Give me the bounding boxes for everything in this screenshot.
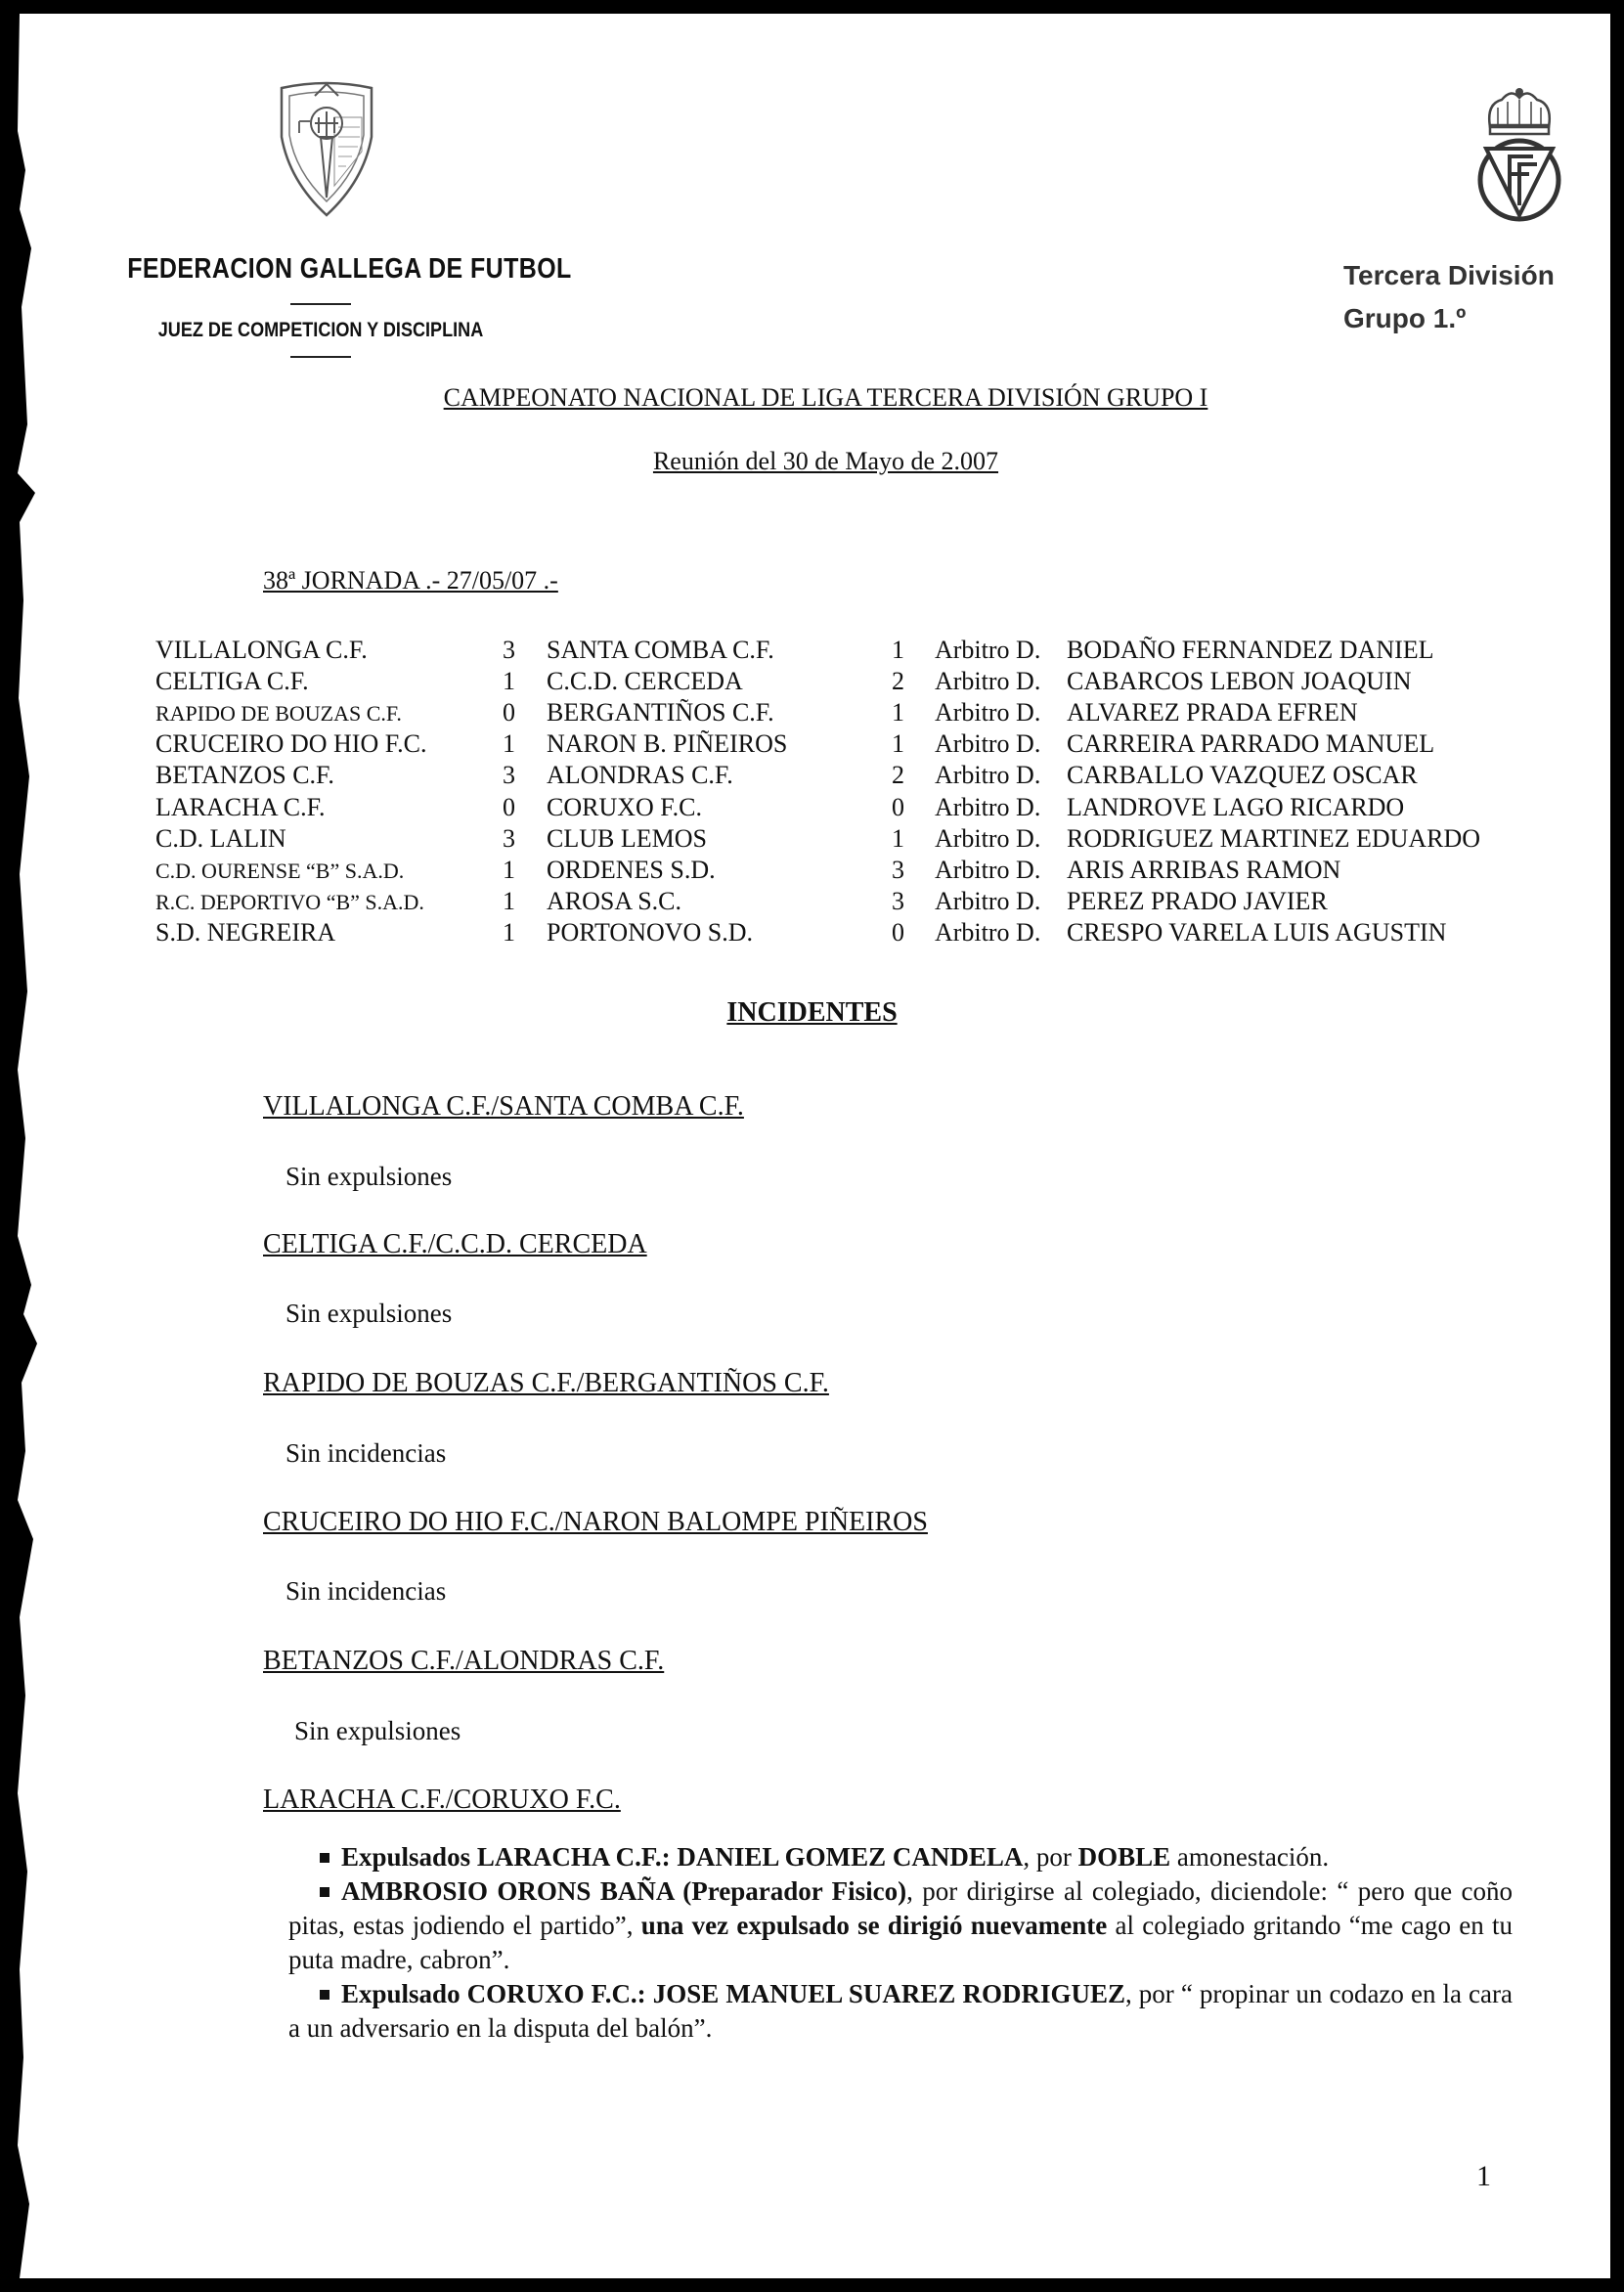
referee-label: Arbitro D. xyxy=(935,887,1041,915)
header-rule xyxy=(290,356,351,358)
home-team: R.C. DEPORTIVO “B” S.A.D. xyxy=(155,890,424,914)
incident-match-heading: RAPIDO DE BOUZAS C.F./BERGANTIÑOS C.F. xyxy=(263,1368,829,1398)
home-score: 3 xyxy=(503,636,515,664)
expulsion-item: AMBROSIO ORONS BAÑA (Preparador Fisico), por dirigirse al colegiado, diciendole: “ pero que coño pitas, estas jodiendo el partido”, una vez expulsado se dirigió nuevamente al colegiado gritando “me cago en tu puta madre, cabron”. xyxy=(288,1876,1513,1974)
home-score: 3 xyxy=(503,761,515,789)
away-score: 1 xyxy=(892,698,904,727)
incident-match-heading: CRUCEIRO DO HIO F.C./NARON BALOMPE PIÑEIROS xyxy=(263,1507,928,1537)
referee-label: Arbitro D. xyxy=(935,729,1041,758)
referee-label: Arbitro D. xyxy=(935,667,1041,695)
federation-shield-logo xyxy=(276,78,377,221)
division-header xyxy=(1343,254,1555,340)
home-score: 0 xyxy=(503,698,515,727)
referee-label: Arbitro D. xyxy=(935,761,1041,789)
away-score: 3 xyxy=(892,856,904,884)
away-team: PORTONOVO S.D. xyxy=(547,918,754,947)
referee-name: CABARCOS LEBON JOAQUIN xyxy=(1067,667,1412,695)
referee-name: ARIS ARRIBAS RAMON xyxy=(1067,856,1341,884)
home-team: RAPIDO DE BOUZAS C.F. xyxy=(155,701,402,726)
referee-label: Arbitro D. xyxy=(935,918,1041,947)
result-row xyxy=(14,887,1610,918)
result-row xyxy=(14,824,1610,856)
referee-label: Arbitro D. xyxy=(935,824,1041,853)
rfef-crown-logo xyxy=(1472,86,1566,231)
expulsion-item: Expulsados LARACHA C.F.: DANIEL GOMEZ CANDELA, por DOBLE amonestación. xyxy=(288,1840,1513,1874)
laracha-incident-details xyxy=(288,1840,1513,2046)
group-label: Grupo 1.º xyxy=(1343,303,1467,333)
home-score: 1 xyxy=(503,667,515,695)
result-row xyxy=(14,856,1610,887)
result-row xyxy=(14,761,1610,792)
referee-name: CARREIRA PARRADO MANUEL xyxy=(1067,729,1435,758)
incident-text: Sin incidencias xyxy=(285,1438,447,1468)
away-team: ALONDRAS C.F. xyxy=(547,761,733,789)
away-score: 2 xyxy=(892,761,904,789)
committee-subtitle: JUEZ DE COMPETICION Y DISCIPLINA xyxy=(157,319,484,341)
home-team: BETANZOS C.F. xyxy=(155,761,334,789)
referee-name: LANDROVE LAGO RICARDO xyxy=(1067,793,1405,821)
referee-name: RODRIGUEZ MARTINEZ EDUARDO xyxy=(1067,824,1481,853)
incident-text: Sin expulsiones xyxy=(294,1716,461,1745)
incident-match-heading: BETANZOS C.F./ALONDRAS C.F. xyxy=(263,1646,665,1676)
result-row xyxy=(14,729,1610,761)
away-team: BERGANTIÑOS C.F. xyxy=(547,698,774,727)
away-team: AROSA S.C. xyxy=(547,887,681,915)
away-score: 0 xyxy=(892,793,904,821)
away-team: ORDENES S.D. xyxy=(547,856,716,884)
away-team: CLUB LEMOS xyxy=(547,824,707,853)
result-row xyxy=(14,918,1610,949)
home-team: VILLALONGA C.F. xyxy=(155,636,368,664)
referee-label: Arbitro D. xyxy=(935,793,1041,821)
home-score: 1 xyxy=(503,887,515,915)
incident-match-heading: CELTIGA C.F./C.C.D. CERCEDA xyxy=(263,1229,647,1259)
home-score: 0 xyxy=(503,793,515,821)
jornada-heading: 38ª JORNADA .- 27/05/07 .- xyxy=(263,566,558,595)
incident-text: Sin expulsiones xyxy=(285,1299,453,1328)
incident-match-heading: LARACHA C.F./CORUXO F.C. xyxy=(263,1785,621,1815)
away-team: CORUXO F.C. xyxy=(547,793,703,821)
referee-label: Arbitro D. xyxy=(935,856,1041,884)
result-row xyxy=(14,636,1610,667)
header-rule xyxy=(290,303,351,305)
home-team: CRUCEIRO DO HIO F.C. xyxy=(155,729,427,758)
incident-text: Sin expulsiones xyxy=(285,1162,453,1191)
away-score: 3 xyxy=(892,887,904,915)
federation-header xyxy=(96,253,572,358)
result-row xyxy=(14,793,1610,824)
home-score: 1 xyxy=(503,918,515,947)
championship-title: CAMPEONATO NACIONAL DE LIGA TERCERA DIVISIÓN GRUPO I xyxy=(443,383,1208,412)
away-team: C.C.D. CERCEDA xyxy=(547,667,743,695)
referee-name: CARBALLO VAZQUEZ OSCAR xyxy=(1067,761,1418,789)
result-row xyxy=(14,698,1610,729)
away-score: 2 xyxy=(892,667,904,695)
bullet-icon xyxy=(320,1853,329,1863)
incidents-title: INCIDENTES xyxy=(726,997,898,1028)
home-score: 1 xyxy=(503,729,515,758)
result-row xyxy=(14,667,1610,698)
expulsion-item: Expulsado CORUXO F.C.: JOSE MANUEL SUAREZ RODRIGUEZ, por “ propinar un codazo en la cara a un adversario en la disputa del balón”. xyxy=(288,1979,1514,2043)
home-team: S.D. NEGREIRA xyxy=(155,918,336,947)
away-score: 1 xyxy=(892,824,904,853)
bullet-icon xyxy=(320,1887,329,1897)
referee-name: ALVAREZ PRADA EFREN xyxy=(1067,698,1358,727)
away-score: 0 xyxy=(892,918,904,947)
referee-label: Arbitro D. xyxy=(935,698,1041,727)
home-team: LARACHA C.F. xyxy=(155,793,326,821)
federation-title: FEDERACION GALLEGA DE FUTBOL xyxy=(127,253,572,285)
incident-text: Sin incidencias xyxy=(285,1576,447,1606)
document-page xyxy=(14,14,1610,2278)
torn-edge xyxy=(14,14,53,2278)
bullet-icon xyxy=(320,1990,329,2000)
referee-name: PEREZ PRADO JAVIER xyxy=(1067,887,1328,915)
away-score: 1 xyxy=(892,729,904,758)
home-score: 3 xyxy=(503,824,515,853)
page-number: 1 xyxy=(1476,2160,1491,2192)
home-team: CELTIGA C.F. xyxy=(155,667,309,695)
home-team: C.D. OURENSE “B” S.A.D. xyxy=(155,859,405,883)
referee-label: Arbitro D. xyxy=(935,636,1041,664)
division-label: Tercera División xyxy=(1343,260,1555,290)
away-score: 1 xyxy=(892,636,904,664)
home-team: C.D. LALIN xyxy=(155,824,286,853)
away-team: NARON B. PIÑEIROS xyxy=(547,729,788,758)
home-score: 1 xyxy=(503,856,515,884)
away-team: SANTA COMBA C.F. xyxy=(547,636,774,664)
referee-name: CRESPO VARELA LUIS AGUSTIN xyxy=(1067,918,1447,947)
incident-match-heading: VILLALONGA C.F./SANTA COMBA C.F. xyxy=(263,1091,744,1122)
meeting-date: Reunión del 30 de Mayo de 2.007 xyxy=(652,447,999,475)
referee-name: BODAÑO FERNANDEZ DANIEL xyxy=(1067,636,1434,664)
